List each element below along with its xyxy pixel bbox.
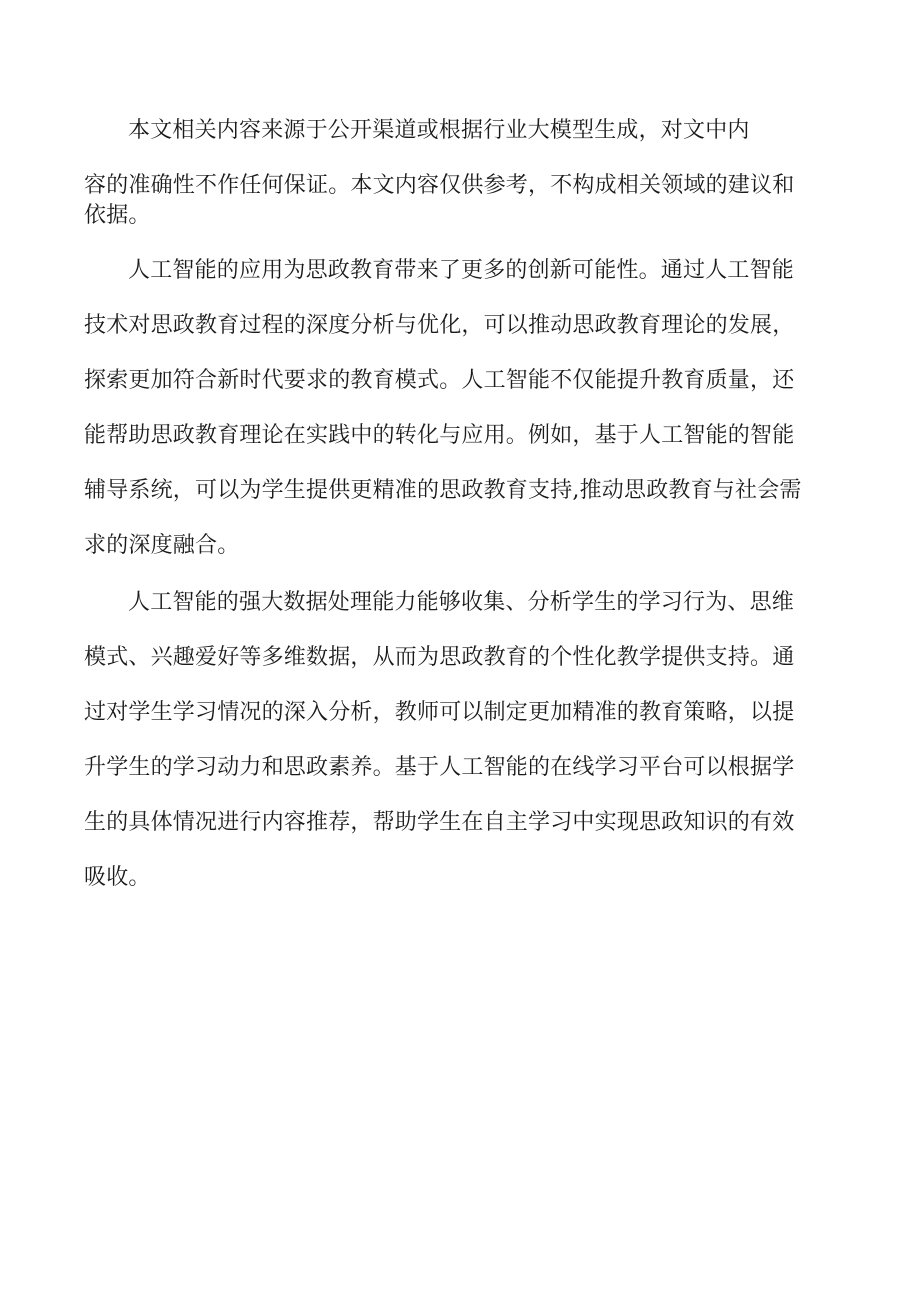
text-line: 能帮助思政教育理论在实践中的转化与应用。例如，基于人工智能的智能	[84, 423, 795, 448]
text-line: 人工智能的应用为思政教育带来了更多的创新可能性。通过人工智能	[128, 258, 795, 283]
text-line: 容的准确性不作任何保证。本文内容仅供参考，不构成相关领域的建议和	[84, 173, 795, 198]
text-line: 探索更加符合新时代要求的教育模式。人工智能不仅能提升教育质量，还	[84, 368, 795, 393]
text-line: 本文相关内容来源于公开渠道或根据行业大模型生成，对文中内	[128, 118, 750, 143]
text-line: 过对学生学习情况的深入分析，教师可以制定更加精准的教育策略，以提	[84, 700, 795, 725]
text-line: 依据。	[84, 203, 151, 228]
text-line: 吸收。	[84, 865, 151, 890]
text-line: 升学生的学习动力和思政素养。基于人工智能的在线学习平台可以根据学	[84, 755, 795, 780]
text-line: 人工智能的强大数据处理能力能够收集、分析学生的学习行为、思维	[128, 590, 795, 615]
text-line: 生的具体情况进行内容推荐，帮助学生在自主学习中实现思政知识的有效	[84, 810, 795, 835]
text-line: 模式、兴趣爱好等多维数据，从而为思政教育的个性化教学提供支持。通	[84, 645, 795, 670]
text-line: 辅导系统，可以为学生提供更精准的思政教育支持,推动思政教育与社会需	[84, 478, 802, 503]
text-line: 技术对思政教育过程的深度分析与优化，可以推动思政教育理论的发展，	[84, 313, 795, 338]
text-line: 求的深度融合。	[84, 533, 240, 558]
